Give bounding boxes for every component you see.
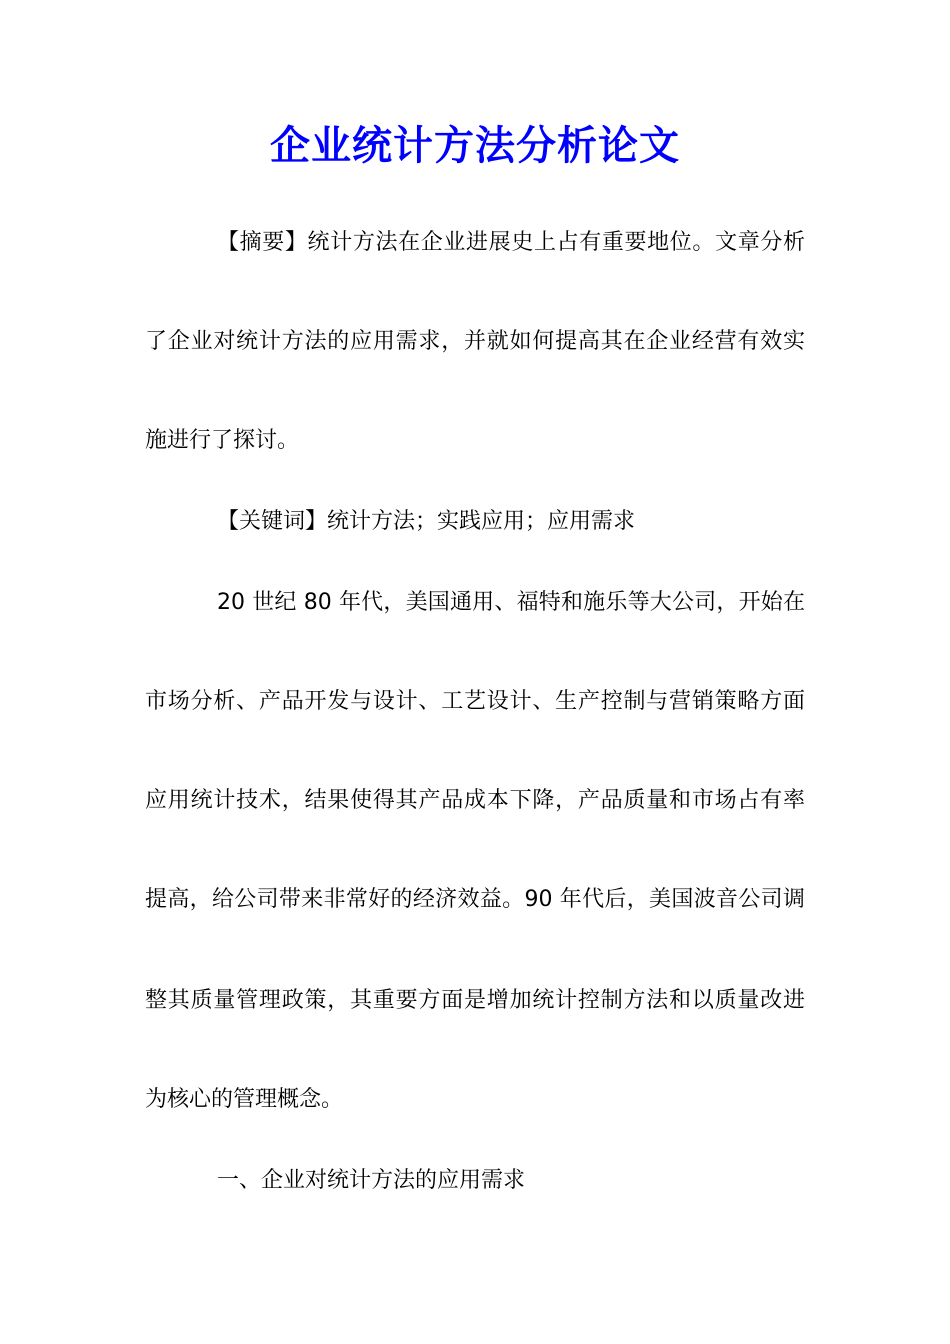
body-line-6: 为核心的管理概念。 [145,1087,344,1112]
section-heading: 一、企业对统计方法的应用需求 [217,1168,526,1193]
abstract-line-2: 了企业对统计方法的应用需求，并就如何提高其在企业经营有效实 [145,329,805,354]
abstract-line-3: 施进行了探讨。 [145,428,300,453]
document-title: 企业统计方法分析论文 [270,122,680,169]
keywords-line: 【关键词】统计方法；实践应用；应用需求 [217,509,636,534]
abstract-line-1: 【摘要】统计方法在企业进展史上占有重要地位。文章分析 [217,230,805,255]
body-line-3: 应用统计技术，结果使得其产品成本下降，产品质量和市场占有率 [145,788,805,813]
body-line-2: 市场分析、产品开发与设计、工艺设计、生产控制与营销策略方面 [145,689,805,714]
body-line-1: 20 世纪 80 年代，美国通用、福特和施乐等大公司，开始在 [217,590,805,615]
body-line-4: 提高，给公司带来非常好的经济效益。90 年代后，美国波音公司调 [145,887,805,912]
body-line-5: 整其质量管理政策，其重要方面是增加统计控制方法和以质量改进 [145,988,805,1013]
